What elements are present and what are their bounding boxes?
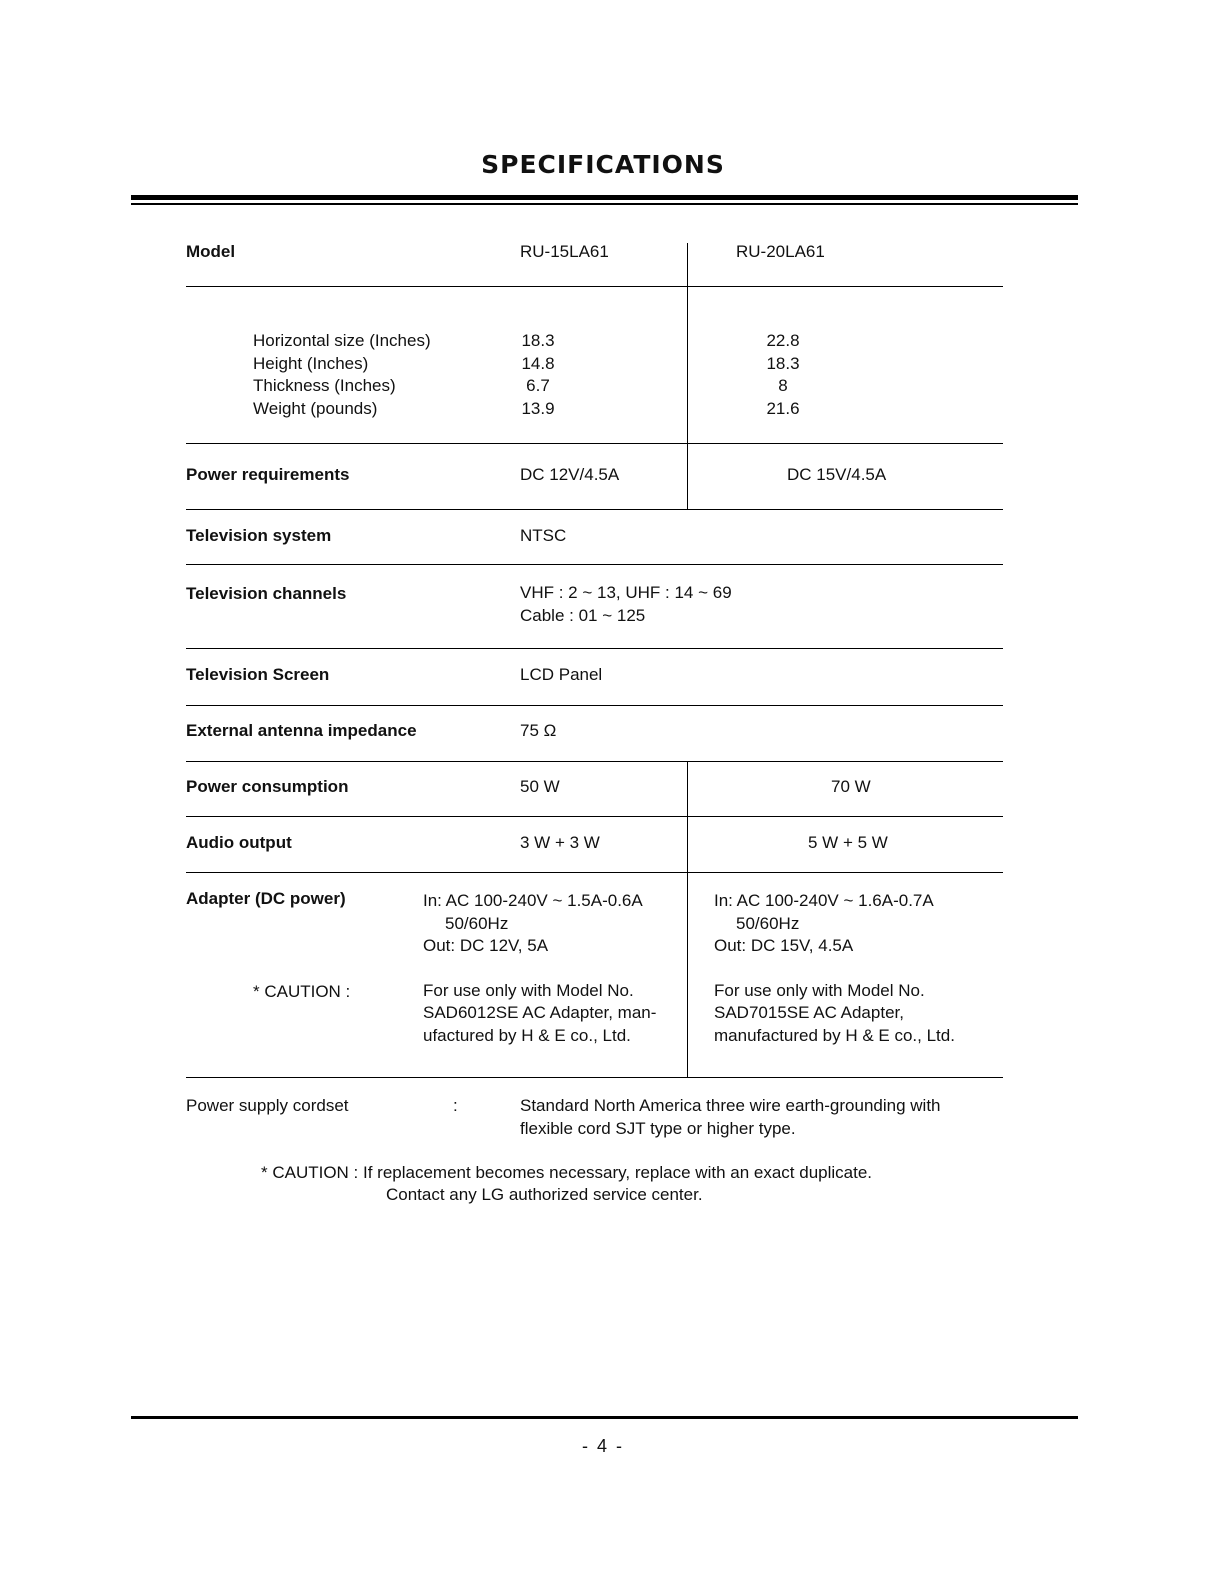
power-requirements-label: Power requirements (186, 465, 350, 484)
cordset-line: Standard North America three wire earth-grounding with (520, 1096, 941, 1115)
dimensions-a (520, 330, 556, 420)
power-requirements-a: DC 12V/4.5A (520, 465, 620, 484)
page-title: SPECIFICATIONS (481, 150, 725, 179)
cordset-value (520, 1095, 941, 1140)
page-number: - 4 - (581, 1436, 624, 1456)
adapter-out: Out: DC 15V, 4.5A (714, 936, 854, 955)
audio-output-a: 3 W + 3 W (520, 833, 600, 852)
dimension-value: 18.3 (521, 331, 555, 350)
dimension-value: 8 (778, 376, 788, 395)
row-divider (186, 705, 1003, 706)
column-divider-bottom (687, 761, 688, 1077)
dimension-value: 13.9 (521, 398, 555, 418)
row-divider (186, 872, 1003, 873)
model-label: Model (186, 242, 236, 261)
audio-output-b: 5 W + 5 W (808, 833, 888, 852)
footer-rule (131, 1416, 1078, 1419)
dimension-label: Weight (pounds) (253, 398, 378, 418)
tv-system-value: NTSC (520, 526, 567, 545)
row-divider (186, 286, 1003, 287)
adapter-use: For use only with Model No. (714, 980, 925, 1000)
adapter-caution-label: * CAUTION : (253, 982, 351, 1001)
dimension-value: 21.6 (766, 398, 800, 418)
row-divider (186, 761, 1003, 762)
adapter-label: Adapter (DC power) (186, 889, 346, 908)
power-consumption-b: 70 W (831, 777, 871, 796)
adapter-out: Out: DC 12V, 5A (423, 936, 549, 955)
adapter-use: SAD7015SE AC Adapter, (714, 1003, 904, 1022)
cordset-colon: : (453, 1096, 458, 1115)
adapter-a (423, 890, 656, 1047)
dimension-value: 22.8 (766, 331, 800, 350)
adapter-hz: 50/60Hz (445, 913, 509, 933)
adapter-use: ufactured by H & E co., Ltd. (423, 1025, 631, 1045)
tv-channels-label: Television channels (186, 584, 347, 603)
adapter-use: For use only with Model No. (423, 980, 634, 1000)
dimension-label: Height (Inches) (253, 353, 369, 373)
row-divider (186, 509, 1003, 510)
tv-system-label: Television system (186, 526, 332, 545)
antenna-value: 75 Ω (520, 721, 557, 740)
dimension-label: Horizontal size (Inches) (253, 331, 431, 350)
row-divider (186, 648, 1003, 649)
audio-output-label: Audio output (186, 833, 292, 852)
tv-screen-label: Television Screen (186, 665, 330, 684)
row-divider (186, 816, 1003, 817)
caution-line-2: Contact any LG authorized service center. (386, 1185, 703, 1204)
column-divider-top (687, 243, 688, 509)
cordset-label: Power supply cordset (186, 1096, 349, 1115)
title-rule-thick (131, 195, 1078, 200)
tv-screen-value: LCD Panel (520, 665, 603, 684)
tv-channels-line: Cable : 01 ~ 125 (520, 605, 646, 625)
power-consumption-label: Power consumption (186, 777, 349, 796)
dimensions-b (765, 330, 801, 420)
tv-channels-value (520, 582, 732, 627)
adapter-use: SAD6012SE AC Adapter, man- (423, 1003, 657, 1022)
cordset-line: flexible cord SJT type or higher type. (520, 1118, 796, 1138)
adapter-hz: 50/60Hz (736, 913, 800, 933)
dimension-label: Thickness (Inches) (253, 376, 396, 395)
adapter-in: In: AC 100-240V ~ 1.6A-0.7A (714, 891, 934, 910)
row-divider (186, 1077, 1003, 1078)
model-a: RU-15LA61 (520, 242, 609, 261)
title-rule-thin (131, 203, 1078, 205)
model-b: RU-20LA61 (736, 242, 825, 261)
power-requirements-b: DC 15V/4.5A (787, 465, 887, 484)
adapter-use: manufactured by H & E co., Ltd. (714, 1025, 955, 1045)
antenna-label: External antenna impedance (186, 721, 417, 740)
dimension-value: 6.7 (526, 376, 550, 395)
power-consumption-a: 50 W (520, 777, 560, 796)
dimension-value: 14.8 (521, 353, 555, 373)
adapter-b (714, 890, 955, 1047)
dimensions-labels (253, 330, 431, 420)
dimension-value: 18.3 (766, 353, 800, 373)
caution-line-1: * CAUTION : If replacement becomes necessary, replace with an exact duplicate. (261, 1163, 873, 1182)
adapter-in: In: AC 100-240V ~ 1.5A-0.6A (423, 891, 643, 910)
row-divider (186, 443, 1003, 444)
row-divider (186, 564, 1003, 565)
tv-channels-line: VHF : 2 ~ 13, UHF : 14 ~ 69 (520, 583, 732, 602)
